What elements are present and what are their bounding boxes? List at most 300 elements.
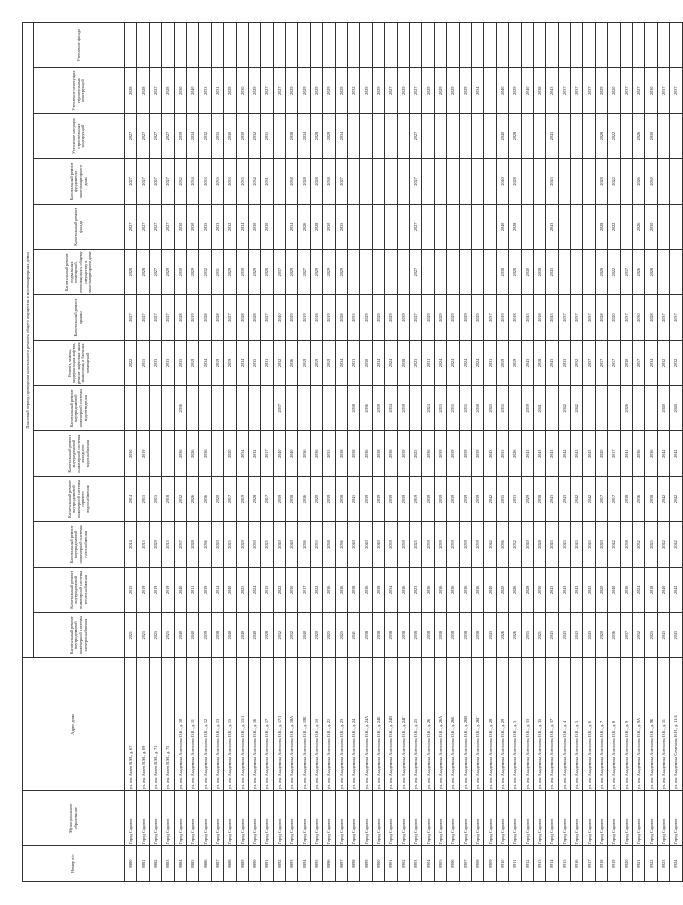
- cell-number: 0918: [595, 846, 607, 882]
- cell-year: 2015: [137, 476, 149, 521]
- cell-year: [273, 23, 285, 69]
- cell-year: 2019: [310, 340, 322, 385]
- cell-municipality: Город Саратов: [533, 791, 545, 846]
- cell-year: 2038: [335, 476, 347, 521]
- cell-year: 2018: [162, 476, 174, 521]
- cell-year: 2042: [484, 522, 496, 567]
- header-work-5: Капитальный ремонт внутридомовой инженерной системы холодного водоснабжения: [34, 431, 125, 476]
- cell-year: 2038: [348, 567, 360, 612]
- cell-year: [261, 386, 273, 431]
- cell-year: 2028: [595, 204, 607, 249]
- cell-municipality: Город Саратов: [273, 791, 285, 846]
- cell-year: 2042: [670, 522, 682, 567]
- cell-year: 2038: [409, 613, 421, 658]
- cell-year: 2034: [385, 386, 397, 431]
- cell-address: ул. им. Академика Антонова О.К., д. 4: [558, 658, 570, 791]
- header-work-13: Утепление ненесущих строительных конструкций: [34, 68, 125, 113]
- cell-year: 2017: [595, 340, 607, 385]
- cell-number: 0887: [211, 846, 223, 882]
- cell-year: 2017: [261, 431, 273, 476]
- cell-year: 2034: [385, 567, 397, 612]
- cell-year: [447, 250, 459, 295]
- cell-year: [608, 23, 620, 69]
- table-row: [137, 23, 149, 882]
- cell-year: 2034: [335, 113, 347, 158]
- cell-address: ул. им. Атаев В.М., д. 75: [162, 658, 174, 791]
- cell-year: 2025: [409, 431, 421, 476]
- cell-year: 2030: [645, 68, 657, 113]
- cell-year: 2030: [174, 250, 186, 295]
- cell-year: 2029: [236, 522, 248, 567]
- cell-municipality: Город Саратов: [236, 791, 248, 846]
- header-work-6: Капитальный ремонт внутридомовой инженерной системы водоотведения: [34, 386, 125, 431]
- cell-year: 2038: [471, 613, 483, 658]
- cell-year: [521, 159, 533, 204]
- cell-year: 2028: [236, 295, 248, 340]
- table-row: [509, 23, 521, 882]
- cell-year: [434, 23, 446, 69]
- cell-year: 2031: [348, 340, 360, 385]
- cell-address: ул. им. Академика Антонова О.К., д. 26Б: [447, 658, 459, 791]
- cell-year: [546, 386, 558, 431]
- cell-year: 2039: [434, 522, 446, 567]
- cell-year: [670, 113, 682, 158]
- cell-year: 2034: [645, 340, 657, 385]
- cell-year: 2032: [174, 159, 186, 204]
- cell-year: 2027: [137, 204, 149, 249]
- cell-year: 2027: [149, 68, 161, 113]
- cell-year: 2018: [533, 340, 545, 385]
- cell-year: 2043: [484, 386, 496, 431]
- cell-year: 2040: [236, 613, 248, 658]
- cell-year: 2029: [385, 295, 397, 340]
- cell-year: [236, 23, 248, 69]
- cell-year: 2026: [633, 250, 645, 295]
- cell-year: 2043: [521, 340, 533, 385]
- cell-year: 2027: [385, 68, 397, 113]
- cell-address: ул. им. Академика Антонова О.К., д. 9Б: [645, 658, 657, 791]
- cell-year: 2033: [434, 386, 446, 431]
- header-work-7: Ремонт, замена, модернизация лифтов, ремонт лифтовых шахт, машинных и блочных помещений: [34, 340, 125, 385]
- cell-year: 2019: [211, 340, 223, 385]
- cell-year: 2028: [261, 250, 273, 295]
- cell-year: 2027: [162, 295, 174, 340]
- cell-year: [459, 23, 471, 69]
- cell-year: 2019: [186, 295, 198, 340]
- cell-year: 2030: [261, 204, 273, 249]
- cell-number: 0920: [620, 846, 632, 882]
- table-row: [236, 23, 248, 882]
- cell-year: 2034: [186, 159, 198, 204]
- cell-year: 2024: [248, 567, 260, 612]
- cell-year: 2036: [199, 522, 211, 567]
- cell-year: 2039: [471, 431, 483, 476]
- cell-year: 2028: [533, 522, 545, 567]
- cell-year: 2027: [137, 159, 149, 204]
- cell-year: [422, 113, 434, 158]
- cell-year: [360, 113, 372, 158]
- cell-year: [633, 23, 645, 69]
- cell-year: 2037: [670, 295, 682, 340]
- cell-address: ул. им. Академика Антонова О.К., д. 3: [509, 658, 521, 791]
- cell-year: [186, 23, 198, 69]
- cell-year: 2034: [298, 113, 310, 158]
- cell-municipality: Город Саратов: [645, 791, 657, 846]
- cell-year: [670, 159, 682, 204]
- cell-year: 2038: [286, 159, 298, 204]
- cell-address: ул. им. Академика Антонова О.К., д. 26: [422, 658, 434, 791]
- cell-address: ул. им. Академика Антонова О.К., д. 11: [186, 658, 198, 791]
- cell-year: 2027: [298, 250, 310, 295]
- cell-year: [236, 386, 248, 431]
- cell-year: 2036: [174, 386, 186, 431]
- cell-year: 2037: [484, 295, 496, 340]
- cell-year: 2038: [459, 613, 471, 658]
- table-row: [471, 23, 483, 882]
- cell-year: 2037: [620, 295, 632, 340]
- cell-year: [211, 386, 223, 431]
- cell-year: [434, 159, 446, 204]
- cell-year: 2029: [310, 68, 322, 113]
- cell-year: 2020: [595, 522, 607, 567]
- cell-year: [372, 23, 384, 69]
- cell-year: 2043: [583, 431, 595, 476]
- cell-year: 2039: [397, 295, 409, 340]
- cell-year: 2030: [174, 204, 186, 249]
- cell-year: 2028: [174, 295, 186, 340]
- cell-year: 2040: [521, 522, 533, 567]
- table-row: [583, 23, 595, 882]
- cell-year: 2038: [422, 613, 434, 658]
- header-work-4: Капитальный ремонт внутридомовой инженерной системы горячего водоснабжения: [34, 476, 125, 521]
- cell-year: 2036: [310, 431, 322, 476]
- cell-year: [595, 23, 607, 69]
- cell-year: 2031: [211, 250, 223, 295]
- cell-municipality: Город Саратов: [360, 791, 372, 846]
- cell-year: 2043: [583, 567, 595, 612]
- table-row: [645, 23, 657, 882]
- cell-year: 2032: [670, 340, 682, 385]
- cell-year: 2037: [670, 68, 682, 113]
- cell-year: 2028: [125, 68, 137, 113]
- cell-year: 2026: [620, 386, 632, 431]
- cell-municipality: Город Саратов: [186, 791, 198, 846]
- cell-address: ул. им. Академика Антонова О.К., д. 15/1: [236, 658, 248, 791]
- cell-year: 2039: [397, 476, 409, 521]
- table-row: [174, 23, 186, 882]
- cell-year: 2029: [360, 68, 372, 113]
- cell-year: [224, 386, 236, 431]
- cell-year: 2030: [125, 431, 137, 476]
- cell-year: 2019: [137, 431, 149, 476]
- cell-number: 0895: [310, 846, 322, 882]
- cell-year: 2029: [248, 68, 260, 113]
- cell-year: 2031: [484, 340, 496, 385]
- cell-year: 2037: [583, 340, 595, 385]
- cell-year: [583, 204, 595, 249]
- cell-year: 2033: [509, 476, 521, 521]
- cell-year: 2019: [323, 295, 335, 340]
- cell-year: 2038: [335, 431, 347, 476]
- cell-year: 2030: [633, 295, 645, 340]
- rotated-table-container: [22, 22, 679, 882]
- cell-year: 2039: [434, 431, 446, 476]
- cell-year: [397, 23, 409, 69]
- cell-year: 2025: [409, 522, 421, 567]
- cell-year: 2037: [571, 68, 583, 113]
- cell-year: 2032: [199, 113, 211, 158]
- cell-year: 2028: [199, 295, 211, 340]
- cell-year: [372, 204, 384, 249]
- cell-year: [273, 204, 285, 249]
- cell-municipality: Город Саратов: [348, 791, 360, 846]
- cell-year: [583, 250, 595, 295]
- table-row: [273, 23, 285, 882]
- cell-year: 2039: [471, 476, 483, 521]
- cell-year: 2025: [645, 522, 657, 567]
- cell-municipality: Город Саратов: [149, 791, 161, 846]
- cell-year: 2033: [199, 68, 211, 113]
- cell-year: [385, 204, 397, 249]
- cell-municipality: Город Саратов: [509, 791, 521, 846]
- cell-year: 2025: [261, 522, 273, 567]
- cell-year: 2024: [459, 340, 471, 385]
- cell-year: 2043: [521, 295, 533, 340]
- table-row: [286, 23, 298, 882]
- cell-year: [224, 23, 236, 69]
- cell-year: [397, 250, 409, 295]
- cell-year: [484, 23, 496, 69]
- cell-year: 2027: [149, 295, 161, 340]
- cell-year: 2036: [174, 431, 186, 476]
- cell-municipality: Город Саратов: [496, 791, 508, 846]
- cell-municipality: Город Саратов: [422, 791, 434, 846]
- cell-year: 2015: [261, 567, 273, 612]
- table-row: [409, 23, 421, 882]
- cell-year: 2039: [397, 522, 409, 567]
- cell-address: ул. им. Академика Антонова О.К., д. 26В: [459, 658, 471, 791]
- cell-year: 2038: [372, 567, 384, 612]
- cell-year: 2019: [162, 567, 174, 612]
- cell-municipality: Город Саратов: [471, 791, 483, 846]
- cell-number: 0919: [608, 846, 620, 882]
- cell-year: [298, 386, 310, 431]
- cell-address: ул. им. Академика Антонова О.К., д. 12: [199, 658, 211, 791]
- cell-year: [471, 204, 483, 249]
- cell-year: [261, 23, 273, 69]
- cell-year: [620, 113, 632, 158]
- table-row: [372, 23, 384, 882]
- cell-year: [558, 113, 570, 158]
- cell-year: 2043: [558, 522, 570, 567]
- cell-year: 2037: [620, 68, 632, 113]
- header-municipality: Муниципальное образование: [23, 791, 125, 846]
- cell-year: 2038: [533, 250, 545, 295]
- table-row: [211, 23, 223, 882]
- cell-year: 2032: [273, 613, 285, 658]
- cell-address: ул. им. Академика Антонова О.К., д. 9А: [633, 658, 645, 791]
- cell-year: 2030: [645, 159, 657, 204]
- cell-year: 2027: [633, 68, 645, 113]
- cell-year: 2038: [372, 613, 384, 658]
- cell-year: 2036: [447, 567, 459, 612]
- cell-year: 2039: [447, 522, 459, 567]
- cell-year: [310, 386, 322, 431]
- cell-year: [273, 113, 285, 158]
- cell-year: 2036: [335, 522, 347, 567]
- cell-year: 2038: [496, 250, 508, 295]
- cell-year: 2029: [509, 68, 521, 113]
- cell-municipality: Город Саратов: [162, 791, 174, 846]
- cell-number: 0917: [583, 846, 595, 882]
- cell-municipality: Город Саратов: [447, 791, 459, 846]
- cell-year: [434, 250, 446, 295]
- cell-year: 2036: [496, 522, 508, 567]
- cell-year: [397, 204, 409, 249]
- cell-year: 2040: [248, 613, 260, 658]
- cell-year: 2029: [248, 250, 260, 295]
- table-row: [162, 23, 174, 882]
- cell-year: [211, 431, 223, 476]
- cell-year: 2028: [595, 113, 607, 158]
- cell-year: 2039: [459, 522, 471, 567]
- cell-year: 2038: [620, 522, 632, 567]
- cell-year: 2028: [509, 250, 521, 295]
- cell-year: 2022: [608, 250, 620, 295]
- cell-address: ул. им. Академика Антонова О.К., д. 24В: [385, 658, 397, 791]
- cell-year: 2029: [434, 68, 446, 113]
- cell-address: ул. им. Академика Антонова О.К., д. 8: [608, 658, 620, 791]
- cell-number: 0880: [125, 846, 137, 882]
- cell-year: 2030: [248, 204, 260, 249]
- table-row: [608, 23, 620, 882]
- cell-year: 2032: [509, 522, 521, 567]
- cell-address: ул. им. Академика Антонова О.К., д. 16: [248, 658, 260, 791]
- cell-year: 2037: [558, 295, 570, 340]
- cell-number: 0913: [533, 846, 545, 882]
- cell-address: ул. им. Академика Антонова О.К., д. 21: [323, 658, 335, 791]
- cell-year: 2035: [323, 431, 335, 476]
- cell-year: 2029: [372, 68, 384, 113]
- cell-year: 2039: [422, 476, 434, 521]
- cell-year: 2028: [125, 250, 137, 295]
- cell-year: 2035: [496, 386, 508, 431]
- cell-year: 2033: [558, 340, 570, 385]
- cell-year: 2043: [657, 613, 669, 658]
- cell-municipality: Город Саратов: [298, 791, 310, 846]
- cell-year: 2022: [608, 159, 620, 204]
- cell-year: [459, 204, 471, 249]
- cell-year: 2028: [509, 159, 521, 204]
- cell-year: 2027: [162, 113, 174, 158]
- cell-year: 2036: [434, 567, 446, 612]
- cell-year: 2038: [385, 613, 397, 658]
- cell-address: ул. им. Академика Антонова О.К., д. 18А: [286, 658, 298, 791]
- cell-year: 2028: [310, 159, 322, 204]
- cell-number: 0899: [360, 846, 372, 882]
- cell-number: 0905: [434, 846, 446, 882]
- cell-year: 2036: [298, 522, 310, 567]
- cell-year: 2020: [224, 431, 236, 476]
- cell-year: [174, 23, 186, 69]
- cell-year: 2042: [670, 567, 682, 612]
- cell-year: [558, 159, 570, 204]
- cell-year: 2029: [162, 250, 174, 295]
- cell-year: [459, 113, 471, 158]
- cell-year: 2043: [546, 204, 558, 249]
- cell-year: [360, 250, 372, 295]
- cell-year: 2027: [409, 159, 421, 204]
- cell-year: 2040: [372, 522, 384, 567]
- table-row: [224, 23, 236, 882]
- cell-municipality: Город Саратов: [571, 791, 583, 846]
- cell-year: 2040: [174, 613, 186, 658]
- cell-year: 2029: [459, 68, 471, 113]
- cell-year: 2043: [571, 567, 583, 612]
- cell-year: 2042: [558, 431, 570, 476]
- cell-year: 2017: [595, 476, 607, 521]
- cell-year: 2042: [657, 522, 669, 567]
- table-row: [496, 23, 508, 882]
- cell-year: [286, 386, 298, 431]
- cell-year: [583, 113, 595, 158]
- cell-municipality: Город Саратов: [335, 791, 347, 846]
- cell-municipality: Город Саратов: [224, 791, 236, 846]
- cell-year: 2019: [298, 295, 310, 340]
- cell-year: 2015: [149, 476, 161, 521]
- cell-year: 2038: [348, 386, 360, 431]
- cell-year: 2038: [447, 613, 459, 658]
- table-row: [558, 23, 570, 882]
- cell-year: 2039: [323, 476, 335, 521]
- cell-year: 2028: [310, 204, 322, 249]
- cell-year: [348, 159, 360, 204]
- cell-address: ул. им. Академика Антонова О.К., д. 7: [595, 658, 607, 791]
- cell-number: 0883: [162, 846, 174, 882]
- cell-year: 2029: [286, 250, 298, 295]
- cell-year: [657, 250, 669, 295]
- cell-year: 2026: [186, 476, 198, 521]
- table-row: [546, 23, 558, 882]
- cell-year: 2029: [224, 250, 236, 295]
- cell-year: 2028: [248, 476, 260, 521]
- cell-number: 0924: [670, 846, 682, 882]
- cell-year: 2028: [595, 250, 607, 295]
- table-row: [459, 23, 471, 882]
- cell-municipality: Город Саратов: [558, 791, 570, 846]
- cell-year: 2019: [496, 295, 508, 340]
- cell-year: 2027: [149, 159, 161, 204]
- cell-year: 2032: [633, 613, 645, 658]
- cell-year: 2039: [521, 386, 533, 431]
- cell-year: [409, 386, 421, 431]
- cell-year: 2026: [633, 204, 645, 249]
- cell-year: [125, 386, 137, 431]
- cell-year: 2017: [608, 340, 620, 385]
- cell-year: 2036: [360, 567, 372, 612]
- cell-year: 2036: [360, 431, 372, 476]
- cell-year: 2040: [484, 567, 496, 612]
- cell-year: 2038: [323, 522, 335, 567]
- cell-year: [670, 250, 682, 295]
- cell-municipality: Город Саратов: [261, 791, 273, 846]
- cell-year: [595, 386, 607, 431]
- cell-address: ул. им. Академика Антонова О.К., д. 10: [174, 658, 186, 791]
- cell-year: 2027: [149, 250, 161, 295]
- cell-year: 2043: [546, 613, 558, 658]
- cell-year: 2039: [372, 476, 384, 521]
- cell-number: 0884: [174, 846, 186, 882]
